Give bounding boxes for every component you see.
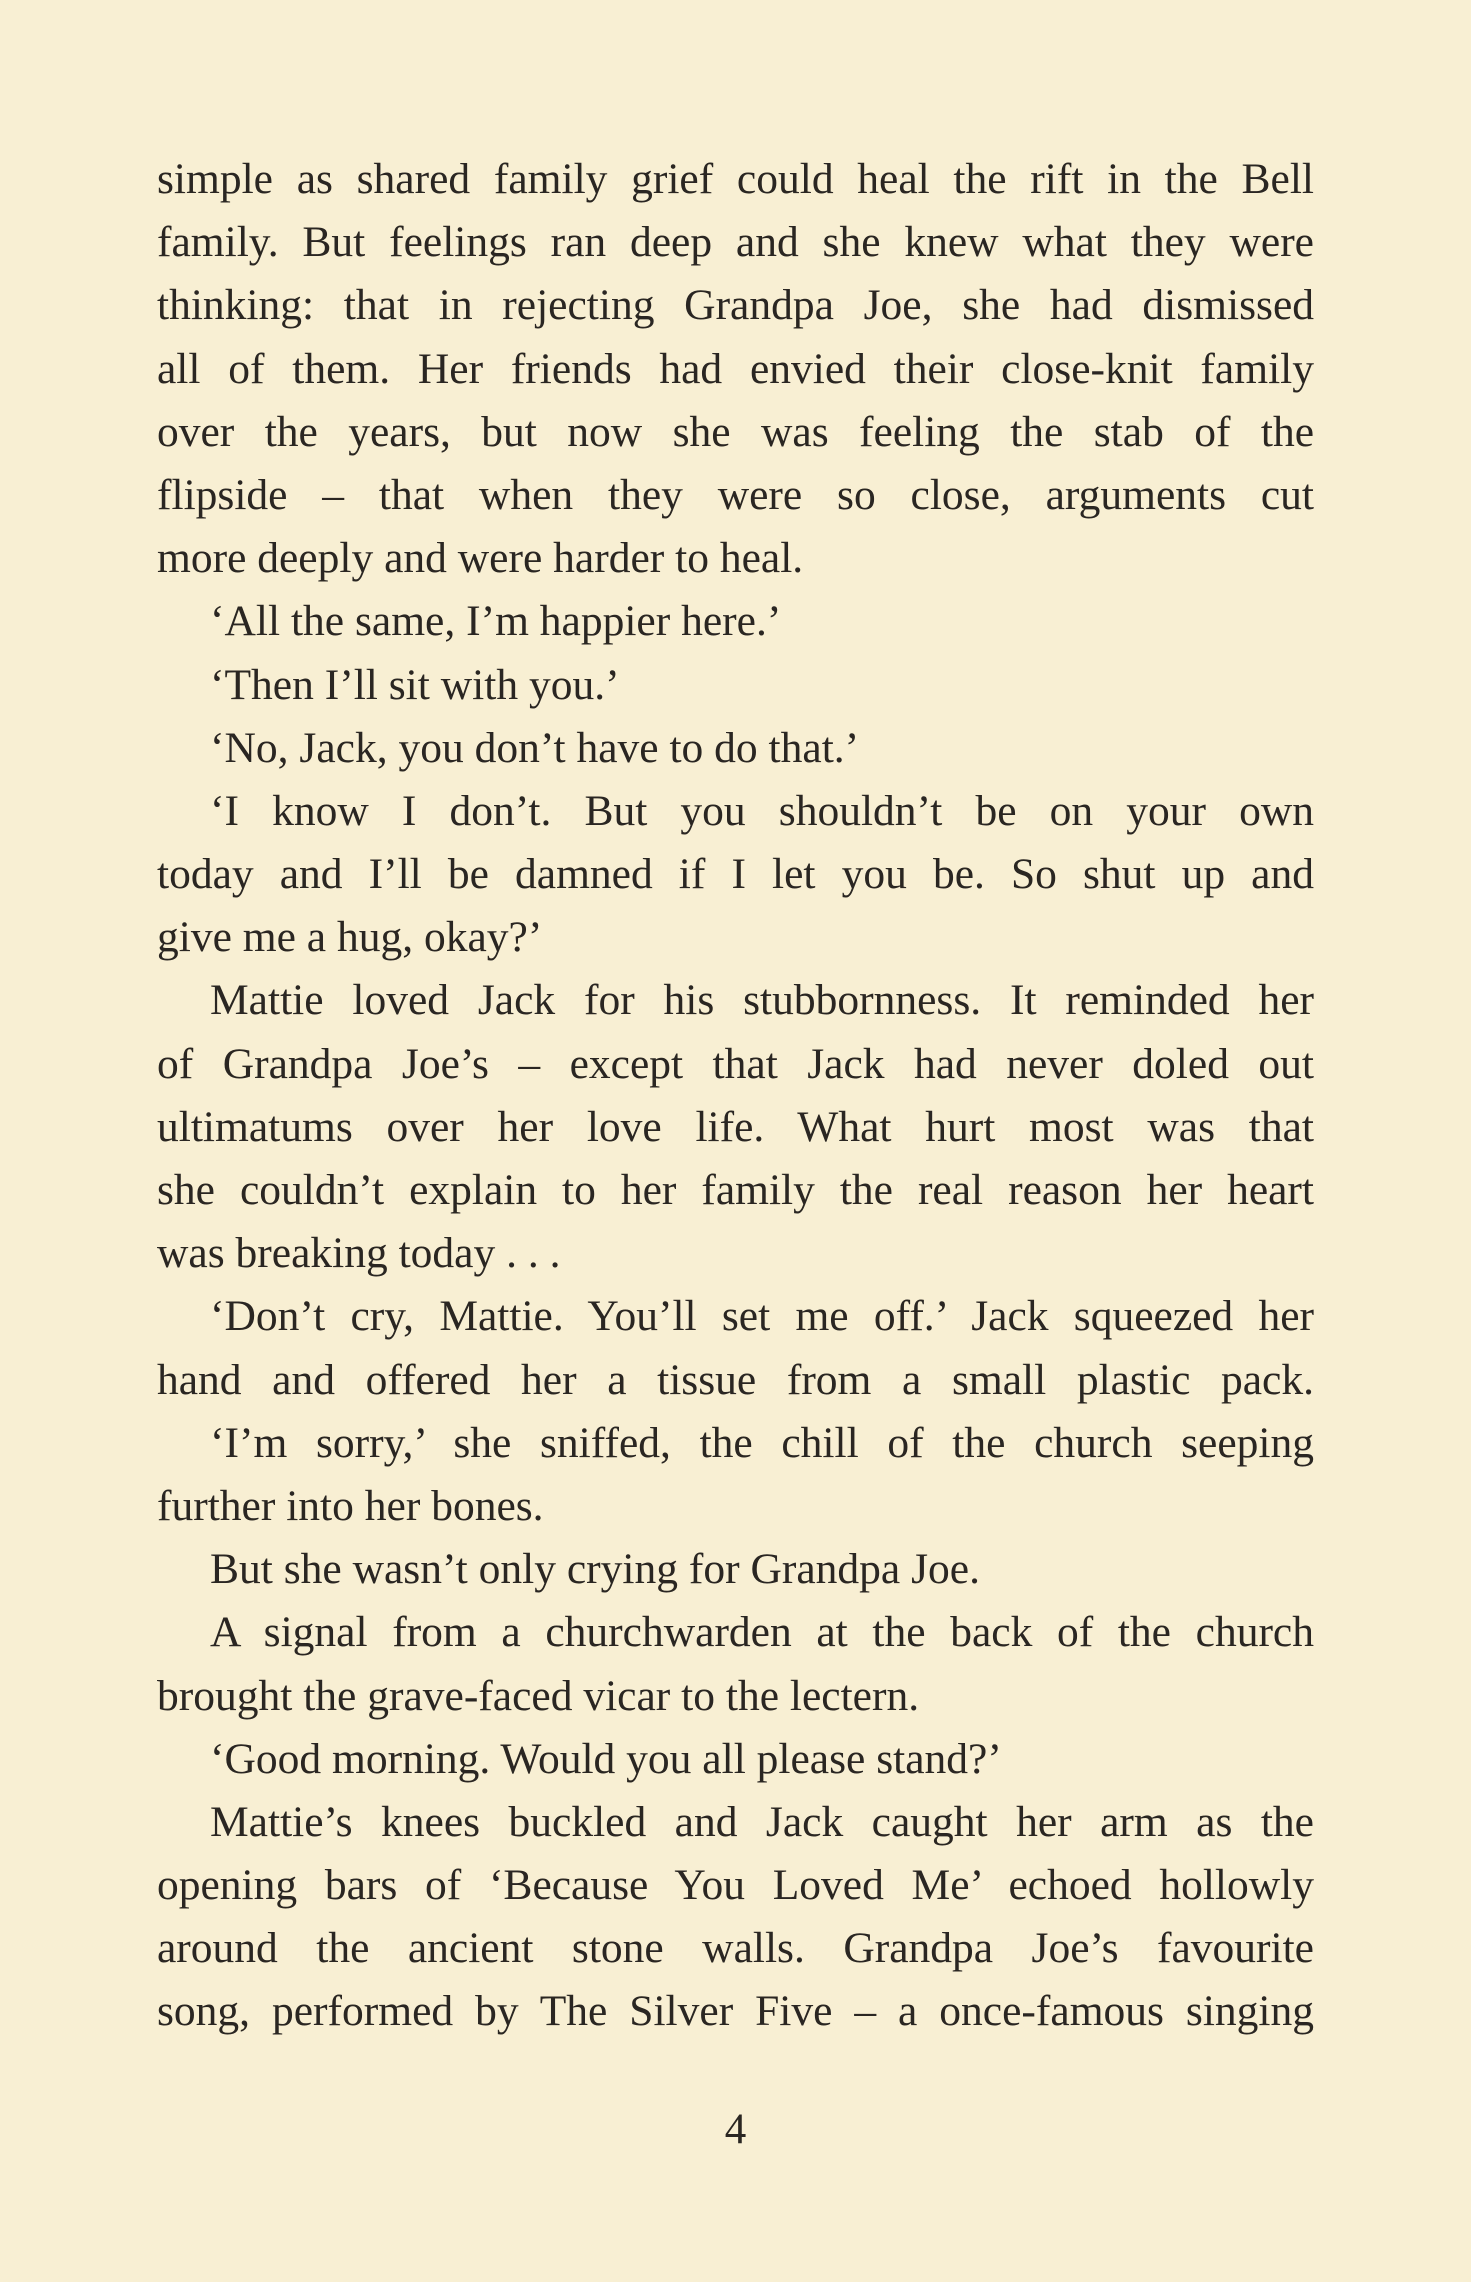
text-line: flipside – that when they were so close, arguments cut (157, 470, 1314, 519)
text-line: ‘I’m sorry,’ she sniffed, the chill of the church seeping (210, 1418, 1314, 1467)
text-line: today and I’ll be damned if I let you be. So shut up and (157, 850, 1314, 899)
text-line: ‘All the same, I’m happier here.’ (210, 597, 782, 646)
text-line: all of them. Her friends had envied their close-knit family (157, 344, 1314, 393)
text-line: ultimatums over her love life. What hurt most was that (157, 1102, 1314, 1151)
text-line: of Grandpa Joe’s – except that Jack had never doled out (157, 1039, 1314, 1088)
text-line: ‘Don’t cry, Mattie. You’ll set me off.’ Jack squeezed her (210, 1292, 1314, 1341)
text-line: family. But feelings ran deep and she knew what they were (157, 218, 1314, 267)
text-line: ‘Good morning. Would you all please stand?’ (210, 1734, 1002, 1783)
body-text (157, 148, 1314, 2044)
text-line: was breaking today . . . (157, 1229, 561, 1278)
text-line: hand and offered her a tissue from a small plastic pack. (157, 1355, 1314, 1404)
text-line: But she wasn’t only crying for Grandpa Joe. (210, 1545, 980, 1594)
text-line: Mattie’s knees buckled and Jack caught her arm as the (210, 1797, 1314, 1846)
text-line: brought the grave-faced vicar to the lectern. (157, 1671, 920, 1720)
text-line: more deeply and were harder to heal. (157, 534, 804, 583)
text-line: further into her bones. (157, 1481, 544, 1530)
text-line: A signal from a churchwarden at the back of the church (210, 1608, 1314, 1657)
text-line: ‘No, Jack, you don’t have to do that.’ (210, 723, 860, 772)
text-line: give me a hug, okay?’ (157, 913, 543, 962)
text-line: opening bars of ‘Because You Loved Me’ echoed hollowly (157, 1861, 1314, 1910)
text-line: over the years, but now she was feeling the stab of the (157, 407, 1314, 456)
text-line: ‘Then I’ll sit with you.’ (210, 660, 620, 709)
text-line: thinking: that in rejecting Grandpa Joe, she had dismissed (157, 281, 1314, 330)
text-line: around the ancient stone walls. Grandpa Joe’s favourite (157, 1924, 1314, 1973)
text-line: simple as shared family grief could heal the rift in the Bell (157, 155, 1314, 203)
text-line: song, performed by The Silver Five – a once-famous singing (157, 1987, 1314, 2036)
text-line: she couldn’t explain to her family the real reason her heart (157, 1166, 1314, 1214)
page-number: 4 (724, 2106, 747, 2153)
text-line: ‘I know I don’t. But you shouldn’t be on your own (210, 786, 1314, 835)
text-line: Mattie loved Jack for his stubbornness. It reminded her (210, 976, 1314, 1025)
